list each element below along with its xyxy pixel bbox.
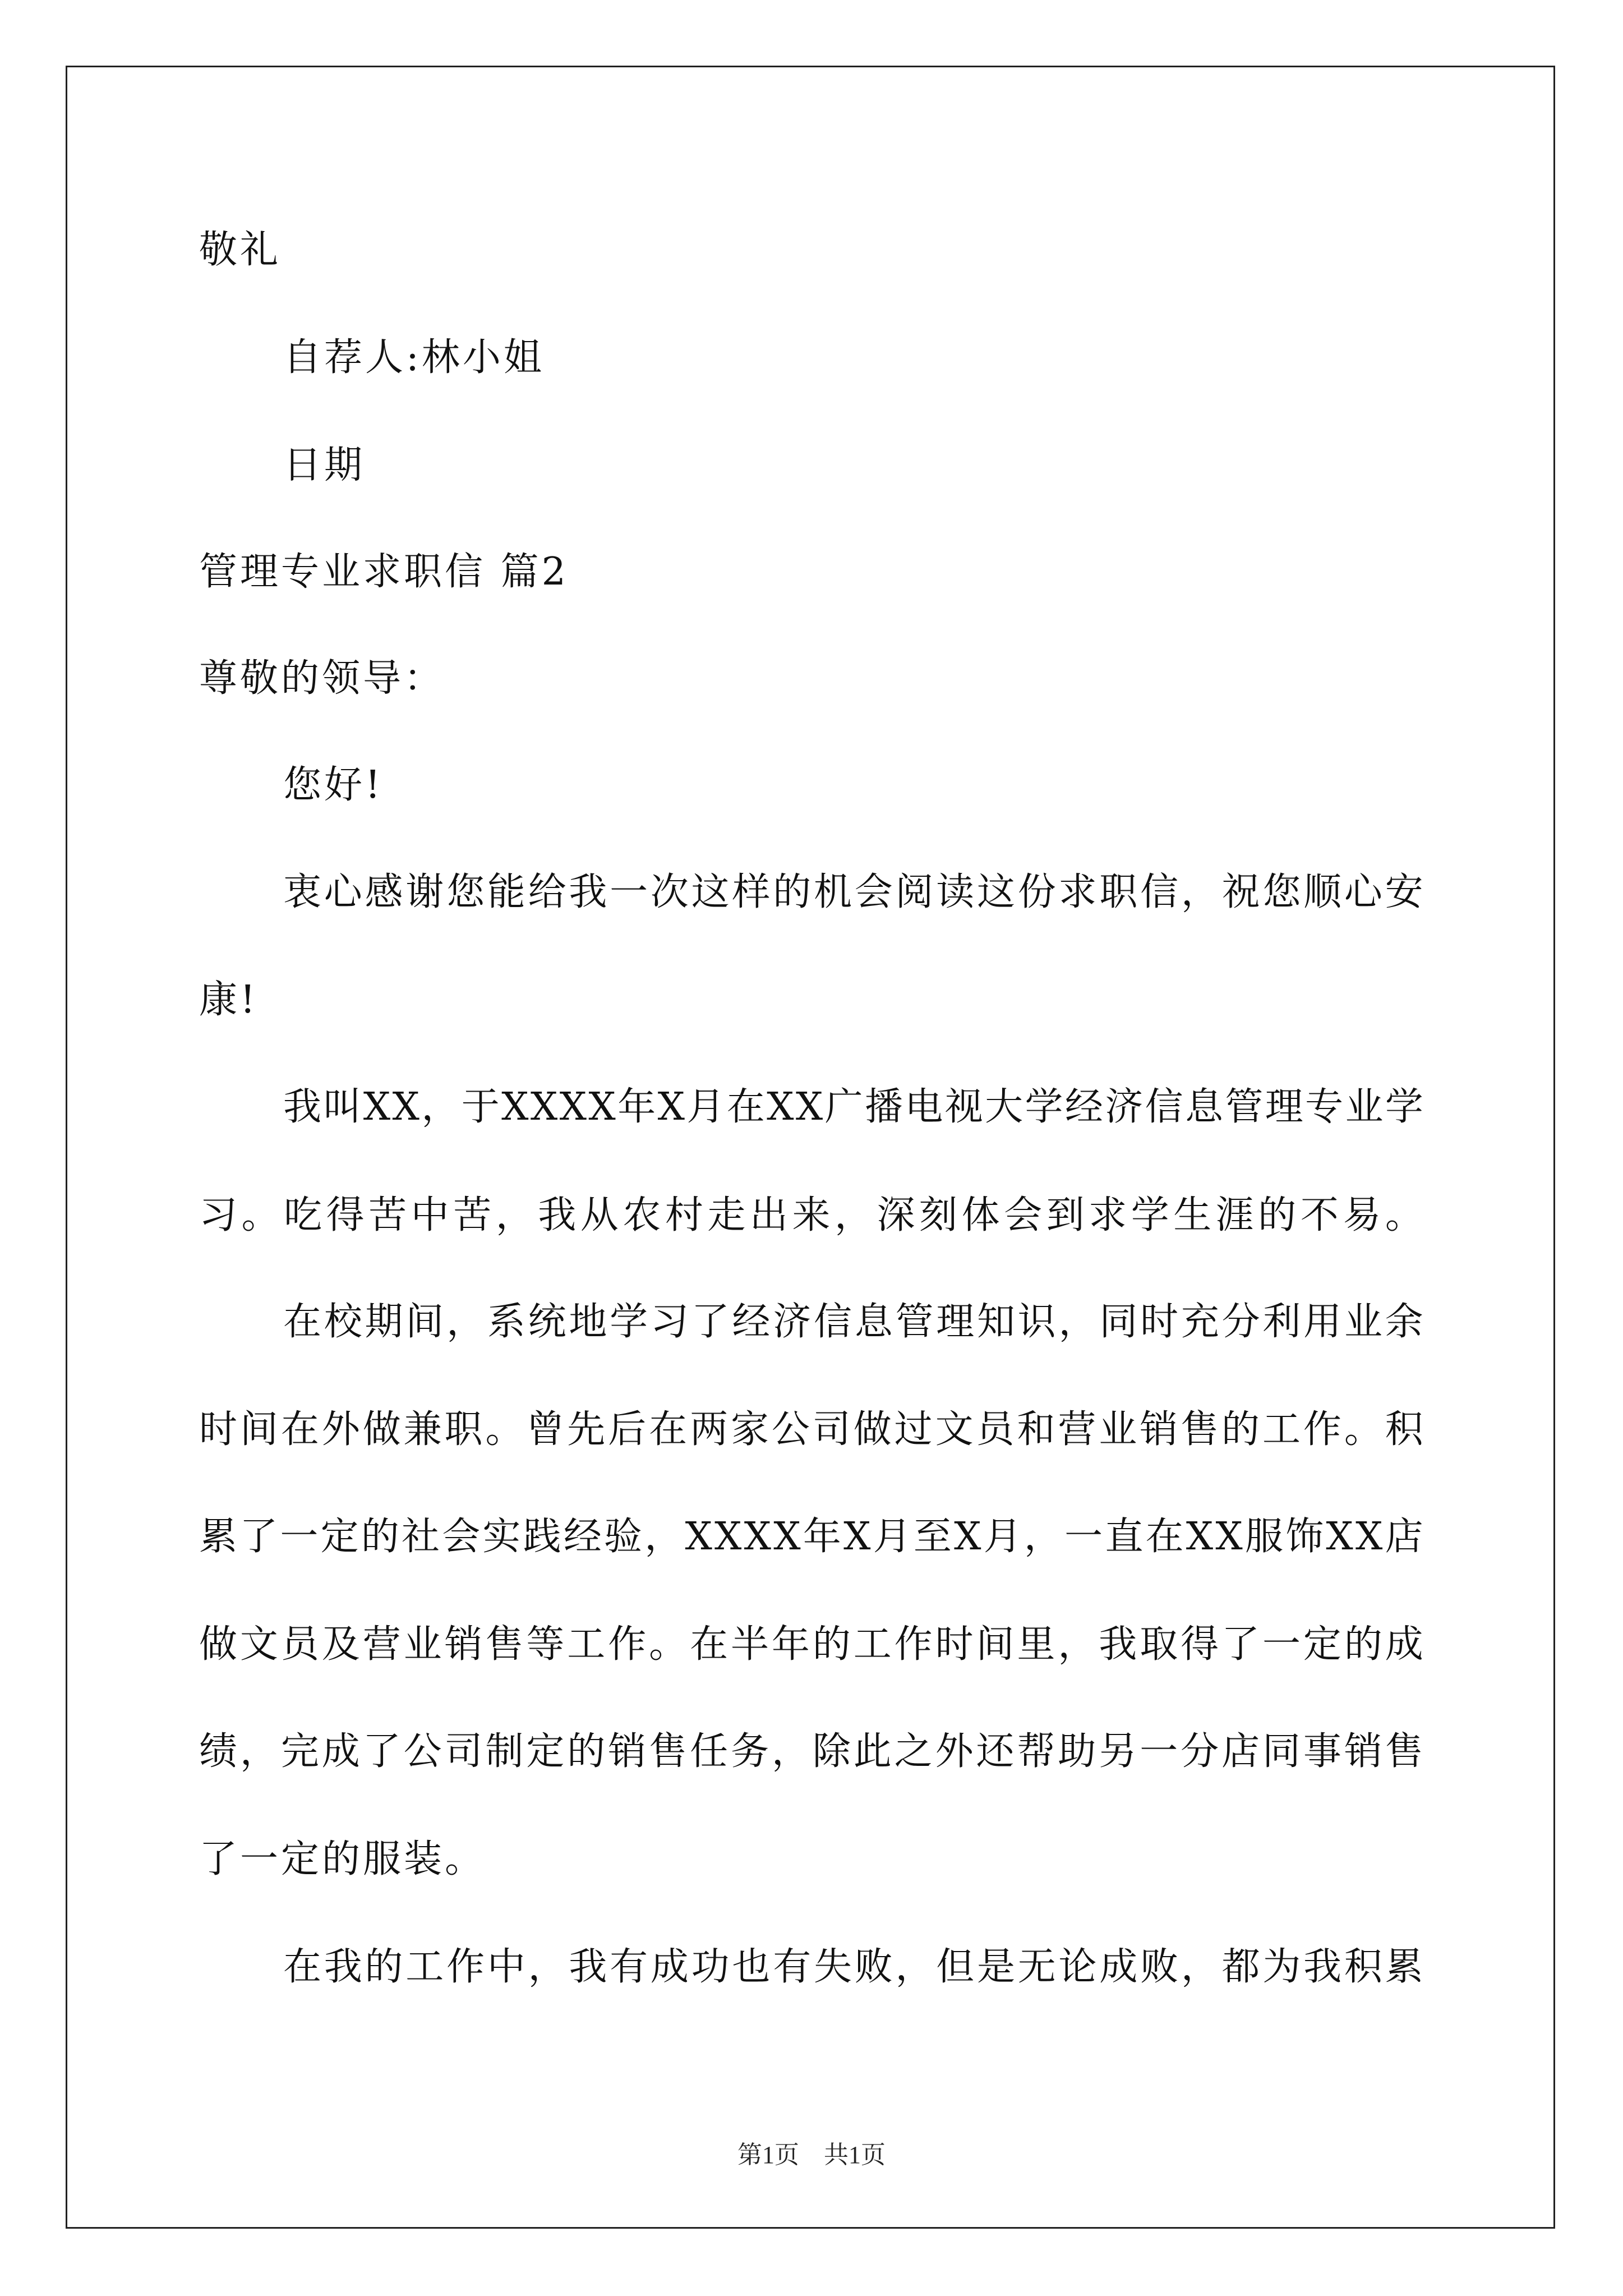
paragraph-line: 习 。 吃 得 苦 中 苦 ， 我 从 农 村 走 出 来 ， 深 刻 体 会 到 求 学 生 涯 的 不 易 。: [199, 1193, 1423, 1237]
page-border: [66, 66, 1555, 2229]
paragraph-line: 累 了 一 定 的 社 会 实 践 经 验 ， X X X X 年 X 月 至 X 月 ， 一 直 在 X X 服 饰 X X 店: [199, 1515, 1423, 1559]
paragraph-line: 在 校 期 间 ， 系 统 地 学 习 了 经 济 信 息 管 理 知 识 ， 同 时 充 分 利 用 业 余: [283, 1300, 1423, 1344]
section-heading: 管理专业求职信 篇2: [199, 550, 569, 594]
paragraph-line: 了一定的服装。: [199, 1837, 486, 1881]
paragraph-line: 绩 ， 完 成 了 公 司 制 定 的 销 售 任 务 ， 除 此 之 外 还 帮 助 另 一 分 店 同 事 销 售: [199, 1729, 1423, 1774]
greeting: 尊敬的领导：: [199, 656, 445, 701]
paragraph-line: 在 我 的 工 作 中 ， 我 有 成 功 也 有 失 败 ， 但 是 无 论 成 败 ， 都 为 我 积 累: [283, 1945, 1423, 1989]
page-footer: 第1页 共1页: [737, 2141, 886, 2169]
paragraph-line: 时 间 在 外 做 兼 职 。 曾 先 后 在 两 家 公 司 做 过 文 员 和 营 业 销 售 的 工 作 。 积: [199, 1407, 1423, 1452]
paragraph-line: 衷 心 感 谢 您 能 给 我 一 次 这 样 的 机 会 阅 读 这 份 求 职 信 ， 祝 您 顺 心 安: [283, 870, 1423, 914]
closing-salutation: 敬礼: [199, 228, 282, 272]
date-line: 日期: [283, 443, 366, 487]
signature-line: 自荐人:林小姐: [283, 335, 545, 380]
paragraph-line: 我 叫 X X ， 于 X X X X 年 X 月 在 X X 广 播 电 视 大 学 经 济 信 息 管 理 专 业 学: [283, 1085, 1423, 1129]
hello-line: 您好!: [283, 763, 384, 807]
paragraph-line: 做 文 员 及 营 业 销 售 等 工 作 。 在 半 年 的 工 作 时 间 里 ， 我 取 得 了 一 定 的 成: [199, 1622, 1423, 1667]
paragraph-line: 康!: [199, 978, 259, 1022]
